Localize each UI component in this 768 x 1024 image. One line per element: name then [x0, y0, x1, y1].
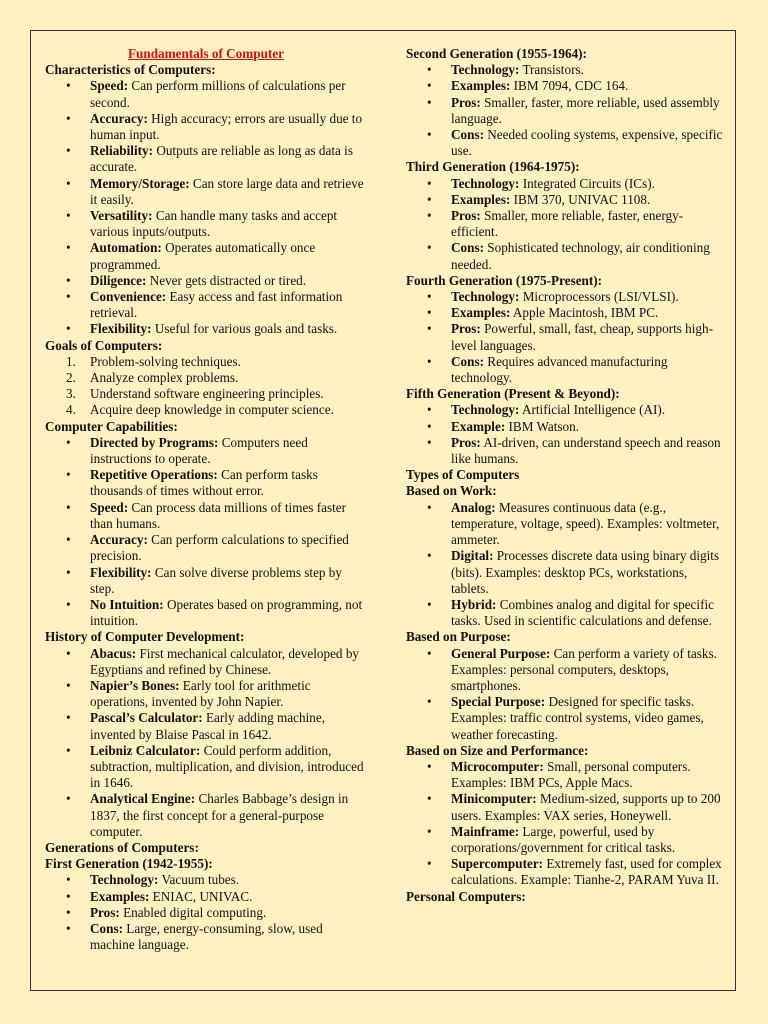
list-item [45, 500, 367, 532]
item-term: Examples: [451, 305, 511, 321]
bullet-list [406, 402, 728, 467]
list-item [45, 321, 367, 337]
item-description: Small, personal computers. Examples: IBM PCs, Apple Macs. [451, 758, 691, 791]
bullet-list [45, 872, 367, 953]
item-description: Processes discrete data using binary digits (bits). Examples: desktop PCs, workstations, tablets. [451, 548, 720, 596]
bullet-list [406, 500, 728, 630]
item-description: High accuracy; errors are usually due to human input. [90, 110, 363, 143]
list-item [45, 208, 367, 240]
bullet-icon: • [66, 434, 71, 450]
list-item [406, 435, 728, 467]
list-item [406, 402, 728, 418]
list-item [406, 500, 728, 549]
bullet-icon: • [427, 856, 432, 872]
list-item [45, 889, 367, 905]
bullet-icon: • [427, 94, 432, 110]
bullet-icon: • [427, 418, 432, 434]
bullet-icon: • [427, 353, 432, 369]
item-term: Speed: [90, 78, 129, 94]
item-description: Outputs are reliable as long as data is accurate. [90, 143, 353, 175]
item-description: ENIAC, UNIVAC. [149, 888, 253, 904]
bullet-icon: • [66, 321, 71, 337]
section-heading: Based on Work: [406, 483, 497, 499]
bullet-list [406, 176, 728, 273]
item-description: Can handle many tasks and accept various inputs/outputs. [90, 208, 338, 240]
bullet-icon: • [66, 645, 71, 661]
bullet-icon: • [427, 548, 432, 564]
list-item [406, 305, 728, 321]
item-description: Extremely fast, used for complex calculations. Example: Tianhe-2, PARAM Yuva II. [451, 856, 722, 888]
list-item [45, 565, 367, 597]
item-description: Requires advanced manufacturing technology. [451, 353, 668, 386]
list-item [406, 289, 728, 305]
bullet-icon: • [427, 645, 432, 661]
item-term: Pros: [90, 904, 120, 920]
list-item [45, 240, 367, 272]
item-description: Powerful, small, fast, cheap, supports high-level languages. [451, 321, 714, 353]
bullet-list [45, 78, 367, 337]
bullet-icon: • [427, 191, 432, 207]
item-term: Pros: [451, 434, 481, 450]
numbered-list [45, 354, 367, 419]
item-term: Technology: [451, 289, 520, 305]
item-term: Memory/Storage: [90, 175, 190, 191]
bullet-icon: • [66, 110, 71, 126]
section-heading: Types of Computers [406, 467, 520, 483]
list-item [406, 127, 728, 159]
item-number: 1. [66, 353, 76, 369]
item-term: Technology: [451, 62, 520, 78]
bullet-icon: • [427, 596, 432, 612]
bullet-list [406, 646, 728, 743]
item-description: Never gets distracted or tired. [146, 272, 307, 288]
bullet-icon: • [66, 208, 71, 224]
list-item [406, 548, 728, 597]
item-term: Cons: [451, 240, 484, 256]
section-heading: Personal Computers: [406, 888, 526, 904]
item-term: Analytical Engine: [90, 791, 196, 807]
item-description: Sophisticated technology, air conditioning needed. [451, 240, 710, 272]
section-heading: Based on Purpose: [406, 629, 511, 645]
list-item [406, 419, 728, 435]
bullet-icon: • [427, 127, 432, 143]
item-description: Integrated Circuits (ICs). [519, 175, 655, 191]
item-description: Needed cooling systems, expensive, specific use. [451, 127, 723, 159]
item-term: Analog: [451, 499, 496, 515]
list-item [45, 111, 367, 143]
item-term: Cons: [90, 920, 123, 936]
list-item [406, 791, 728, 823]
item-term: Convenience: [90, 289, 167, 305]
bullet-icon: • [66, 289, 71, 305]
bullet-icon: • [427, 758, 432, 774]
item-term: Accuracy: [90, 110, 148, 126]
list-item [45, 872, 367, 888]
item-description: Problem-solving techniques. [90, 353, 241, 369]
item-description: Charles Babbage’s design in 1837, the first concept for a general-purpose computer. [90, 791, 349, 839]
item-description: Could perform addition, subtraction, multiplication, and division, introduced in 1646. [90, 742, 364, 791]
item-description: Measures continuous data (e.g., temperature, voltage, speed). Examples: voltmeter, ammeter. [451, 499, 720, 548]
item-description: Operates automatically once programmed. [90, 240, 316, 272]
item-term: Pros: [451, 94, 481, 110]
item-description: Easy access and fast information retrieval. [90, 289, 343, 321]
item-term: Versatility: [90, 208, 153, 224]
item-description: Early tool for arithmetic operations, invented by John Napier. [90, 677, 311, 710]
bullet-icon: • [66, 467, 71, 483]
item-number: 4. [66, 402, 76, 418]
item-term: Mainframe: [451, 823, 520, 839]
bullet-list [45, 435, 367, 629]
bullet-icon: • [427, 791, 432, 807]
section-heading: Computer Capabilities: [45, 418, 178, 434]
bullet-icon: • [427, 499, 432, 515]
bullet-icon: • [66, 499, 71, 515]
bullet-list [406, 289, 728, 386]
right-column [406, 46, 728, 905]
list-item [45, 435, 367, 467]
item-description: Computers need instructions to operate. [90, 434, 308, 467]
item-term: General Purpose: [451, 645, 551, 661]
list-item [45, 370, 367, 386]
list-item [406, 192, 728, 208]
item-description: Early adding machine, invented by Blaise Pascal in 1642. [90, 710, 325, 742]
item-term: Reliability: [90, 143, 154, 159]
item-term: Technology: [451, 175, 520, 191]
list-item [406, 321, 728, 353]
bullet-icon: • [427, 694, 432, 710]
bullet-icon: • [66, 532, 71, 548]
bullet-icon: • [427, 208, 432, 224]
bullet-icon: • [66, 888, 71, 904]
item-description: AI-driven, can understand speech and reason like humans. [451, 434, 721, 467]
section-heading: History of Computer Development: [45, 629, 245, 645]
bullet-icon: • [427, 175, 432, 191]
bullet-icon: • [427, 305, 432, 321]
item-term: Directed by Programs: [90, 434, 219, 450]
list-item [45, 710, 367, 742]
list-item [45, 597, 367, 629]
item-term: Examples: [451, 191, 511, 207]
list-item [406, 95, 728, 127]
item-term: Minicomputer: [451, 791, 537, 807]
bullet-icon: • [66, 791, 71, 807]
list-item [406, 824, 728, 856]
item-term: Hybrid: [451, 596, 497, 612]
item-description: IBM Watson. [505, 418, 580, 434]
list-item [406, 646, 728, 695]
item-description: Large, energy-consuming, slow, used machine language. [90, 920, 323, 953]
item-term: Pros: [451, 321, 481, 337]
bullet-icon: • [427, 240, 432, 256]
bullet-icon: • [66, 596, 71, 612]
bullet-icon: • [66, 710, 71, 726]
item-term: Example: [451, 418, 506, 434]
bullet-icon: • [427, 78, 432, 94]
list-item [45, 354, 367, 370]
list-item [406, 354, 728, 386]
bullet-icon: • [66, 920, 71, 936]
bullet-icon: • [427, 434, 432, 450]
section-heading: Fifth Generation (Present & Beyond): [406, 386, 620, 402]
right-column-content [406, 46, 728, 905]
item-description: Can store large data and retrieve it easily. [90, 175, 364, 207]
item-term: Diligence: [90, 272, 147, 288]
item-description: Apple Macintosh, IBM PC. [510, 305, 659, 321]
list-item [45, 467, 367, 499]
item-term: Cons: [451, 127, 484, 143]
list-item [45, 646, 367, 678]
list-item [406, 856, 728, 888]
left-column-content [45, 62, 367, 953]
item-number: 3. [66, 386, 76, 402]
list-item [406, 694, 728, 743]
list-item [45, 791, 367, 840]
item-description: Can perform calculations to specified precision. [90, 532, 349, 564]
list-item [45, 289, 367, 321]
item-description: Medium-sized, supports up to 200 users. Examples: VAX series, Honeywell. [451, 791, 721, 823]
item-term: Examples: [451, 78, 511, 94]
list-item [45, 143, 367, 175]
bullet-icon: • [427, 321, 432, 337]
bullet-icon: • [66, 564, 71, 580]
list-item [45, 678, 367, 710]
bullet-icon: • [427, 402, 432, 418]
bullet-icon: • [66, 78, 71, 94]
item-term: Leibniz Calculator: [90, 742, 201, 758]
item-description: Useful for various goals and tasks. [151, 321, 338, 337]
section-heading: Goals of Computers: [45, 337, 163, 353]
bullet-icon: • [427, 289, 432, 305]
item-description: Transistors. [519, 62, 584, 78]
item-description: Smaller, faster, more reliable, used assembly language. [451, 94, 720, 126]
item-term: No Intuition: [90, 596, 164, 612]
bullet-icon: • [66, 742, 71, 758]
item-description: Smaller, more reliable, faster, energy-efficient. [451, 208, 684, 240]
item-term: Pascal’s Calculator: [90, 710, 203, 726]
list-item [45, 386, 367, 402]
bullet-list [45, 646, 367, 840]
list-item [406, 62, 728, 78]
document-title: Fundamentals of Computer [127, 46, 285, 61]
item-description: First mechanical calculator, developed by Egyptians and refined by Chinese. [90, 645, 360, 677]
item-description: Artificial Intelligence (AI). [519, 402, 666, 418]
item-description: Understand software engineering principles. [90, 386, 324, 402]
item-term: Cons: [451, 353, 484, 369]
list-item [45, 402, 367, 418]
document-page [30, 30, 736, 991]
section-heading: Characteristics of Computers: [45, 62, 216, 78]
item-term: Flexibility: [90, 321, 152, 337]
left-column [45, 46, 367, 953]
item-term: Digital: [451, 548, 494, 564]
item-description: Can process data millions of times faster than humans. [90, 499, 347, 531]
list-item [406, 759, 728, 791]
item-description: Can solve diverse problems step by step. [90, 564, 342, 596]
item-term: Abacus: [90, 645, 137, 661]
item-description: Can perform tasks thousands of times without error. [90, 467, 318, 499]
section-heading: First Generation (1942-1955): [45, 856, 213, 872]
bullet-icon: • [66, 872, 71, 888]
item-term: Microcomputer: [451, 758, 544, 774]
item-term: Supercomputer: [451, 856, 544, 872]
item-description: Can perform a variety of tasks. Examples: personal computers, desktops, smartphones. [451, 645, 717, 693]
list-item [406, 176, 728, 192]
item-description: Combines analog and digital for specific tasks. Used in scientific calculations and defense. [451, 596, 714, 629]
section-heading: Fourth Generation (1975-Present): [406, 272, 603, 288]
section-heading: Based on Size and Performance: [406, 742, 589, 758]
item-number: 2. [66, 370, 76, 386]
item-term: Special Purpose: [451, 694, 546, 710]
list-item [406, 208, 728, 240]
item-description: Analyze complex problems. [90, 370, 239, 386]
item-term: Automation: [90, 240, 162, 256]
bullet-icon: • [66, 272, 71, 288]
bullet-icon: • [427, 62, 432, 78]
list-item [45, 532, 367, 564]
bullet-icon: • [66, 904, 71, 920]
item-description: IBM 7094, CDC 164. [510, 78, 629, 94]
item-description: Acquire deep knowledge in computer science. [90, 402, 334, 418]
bullet-icon: • [66, 677, 71, 693]
item-term: Accuracy: [90, 532, 148, 548]
item-description: Microprocessors (LSI/VLSI). [519, 289, 679, 305]
item-description: Designed for specific tasks. Examples: traffic control systems, video games, weather forecasting. [451, 694, 704, 742]
bullet-icon: • [427, 823, 432, 839]
item-term: Examples: [90, 888, 150, 904]
item-description: Enabled digital computing. [119, 904, 267, 920]
list-item [45, 273, 367, 289]
item-description: Can perform millions of calculations per second. [90, 78, 346, 110]
section-heading: Third Generation (1964-1975): [406, 159, 580, 175]
list-item [406, 240, 728, 272]
item-description: Vacuum tubes. [158, 872, 240, 888]
bullet-icon: • [66, 240, 71, 256]
item-term: Speed: [90, 499, 129, 515]
bullet-list [406, 62, 728, 159]
section-heading: Generations of Computers: [45, 839, 199, 855]
list-item [45, 176, 367, 208]
item-description: IBM 370, UNIVAC 1108. [510, 191, 651, 207]
item-description: Large, powerful, used by corporations/government for critical tasks. [451, 823, 676, 855]
list-item [45, 905, 367, 921]
item-description: Operates based on programming, not intuition. [90, 596, 363, 629]
list-item [45, 921, 367, 953]
item-term: Flexibility: [90, 564, 152, 580]
item-term: Repetitive Operations: [90, 467, 218, 483]
bullet-icon: • [66, 143, 71, 159]
bullet-list [406, 759, 728, 889]
bullet-icon: • [66, 175, 71, 191]
section-heading: Second Generation (1955-1964): [406, 46, 587, 61]
list-item [45, 743, 367, 792]
list-item [406, 597, 728, 629]
item-term: Napier’s Bones: [90, 677, 180, 693]
item-term: Pros: [451, 208, 481, 224]
item-term: Technology: [451, 402, 520, 418]
item-term: Technology: [90, 872, 159, 888]
list-item [45, 78, 367, 110]
list-item [406, 78, 728, 94]
